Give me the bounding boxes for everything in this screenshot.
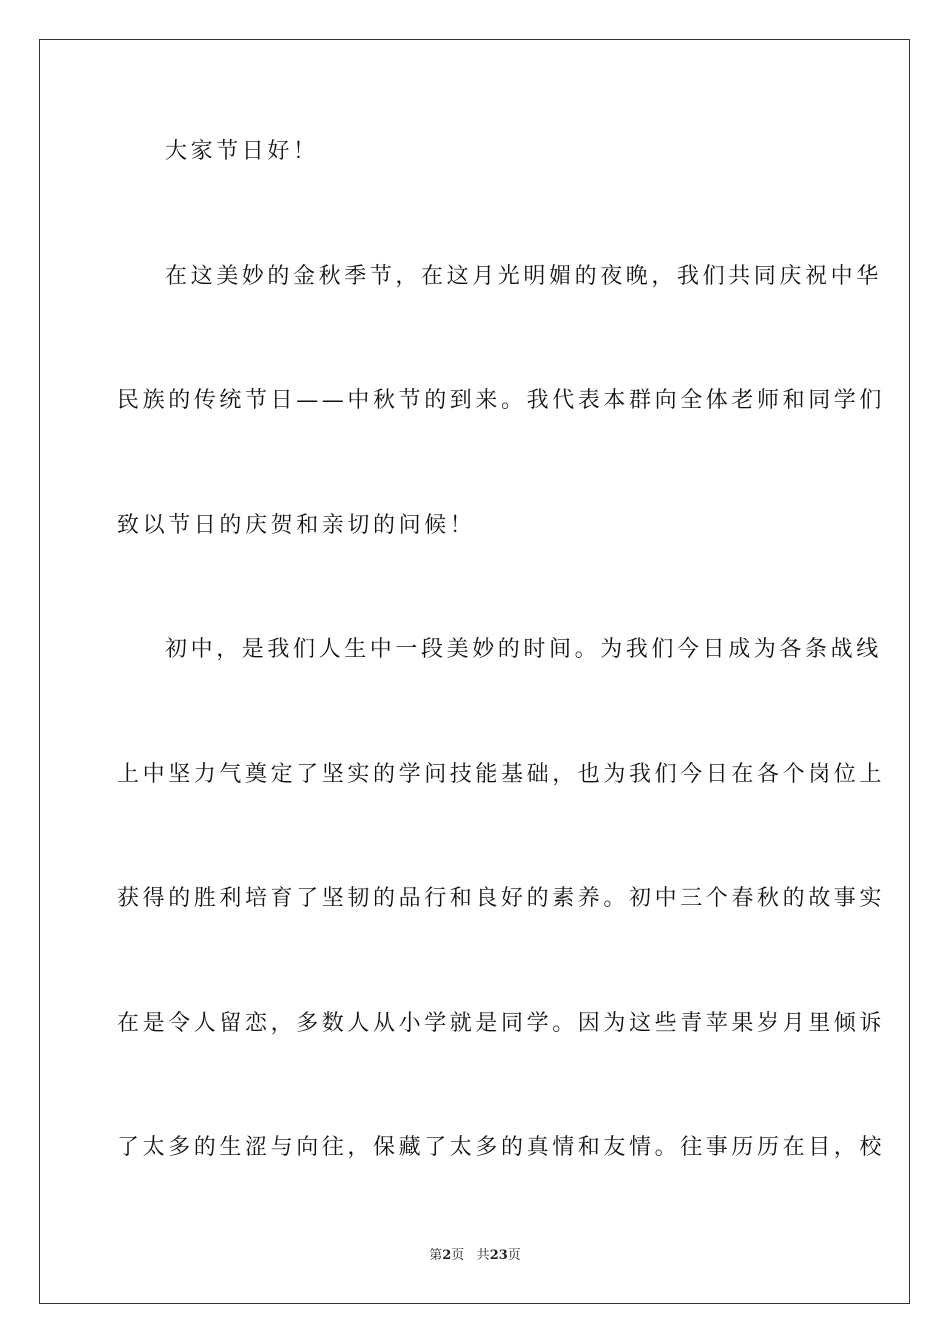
page-footer bbox=[0, 1247, 950, 1265]
total-page-count: 23 bbox=[489, 1248, 508, 1263]
paragraph-line: 初中，是我们人生中一段美妙的时间。为我们今日成为各条战线 bbox=[165, 637, 882, 662]
page-border bbox=[39, 39, 910, 1304]
paragraph-line: 在是令人留恋，多数人从小学就是同学。因为这些青苹果岁月里倾诉 bbox=[117, 1011, 886, 1036]
paragraph-line: 致以节日的庆贺和亲切的问候！ bbox=[117, 513, 476, 538]
paragraph-line: 了太多的生涩与向往，保藏了太多的真情和友情。往事历历在目，校 bbox=[117, 1135, 886, 1160]
paragraph-line: 获得的胜利培育了坚韧的品行和良好的素养。初中三个春秋的故事实 bbox=[117, 886, 886, 911]
footer-total-prefix: 共 bbox=[476, 1248, 490, 1263]
paragraph-greeting: 大家节日好！ bbox=[165, 139, 319, 164]
current-page-number: 2 bbox=[442, 1248, 452, 1263]
paragraph-line: 民族的传统节日——中秋节的到来。我代表本群向全体老师和同学们 bbox=[117, 388, 886, 413]
footer-total-unit: 页 bbox=[507, 1248, 521, 1263]
footer-prefix: 第 bbox=[429, 1248, 443, 1263]
footer-page-unit: 页 bbox=[451, 1248, 465, 1263]
paragraph-line: 在这美妙的金秋季节，在这月光明媚的夜晚，我们共同庆祝中华 bbox=[165, 264, 882, 289]
paragraph-line: 上中坚力气奠定了坚实的学问技能基础，也为我们今日在各个岗位上 bbox=[117, 762, 886, 787]
